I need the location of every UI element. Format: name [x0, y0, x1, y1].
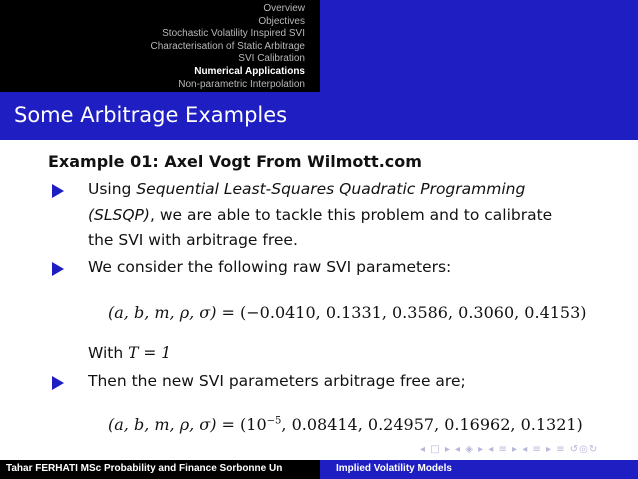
equation2-rhs-rest: , 0.08414, 0.24957, 0.16962, 0.1321) — [281, 415, 583, 434]
bullet1-line1 — [88, 180, 525, 198]
footer-title-panel — [320, 460, 638, 479]
navigation-bar-right-panel — [320, 0, 638, 92]
bullet1-acronym: (SLSQP) — [88, 206, 150, 224]
nav-section-svi-calibration[interactable]: SVI Calibration — [238, 53, 305, 65]
slide-content — [0, 140, 638, 460]
frame-title: Some Arbitrage Examples — [14, 103, 288, 127]
bullet-arrow-icon — [52, 262, 64, 276]
footer-title: Implied Volatility Models — [336, 463, 452, 474]
equation1-rhs: (−0.0410, 0.1331, 0.3586, 0.3060, 0.4153) — [240, 303, 587, 322]
nav-section-objectives[interactable]: Objectives — [258, 15, 305, 27]
bullet2-text: We consider the following raw SVI parameters: — [88, 258, 452, 276]
bullet-arrow-icon — [52, 376, 64, 390]
bullet3-text: Then the new SVI parameters arbitrage free are; — [88, 372, 466, 390]
with-maturity — [88, 344, 171, 362]
nav-section-svi[interactable]: Stochastic Volatility Inspired SVI — [162, 28, 305, 40]
bullet-arrow-icon — [52, 184, 64, 198]
bullet1-line2 — [88, 206, 552, 224]
bullet1-line3: the SVI with arbitrage free. — [88, 231, 298, 249]
equation2-lhs: (a, b, m, ρ, σ) = — [108, 415, 241, 434]
with-label: With — [88, 344, 129, 362]
bullet1-method: Sequential Least-Squares Quadratic Programming — [136, 180, 526, 198]
equation2-rhs-open: (10 — [240, 415, 267, 434]
bullet1-line2-rest: , we are able to tackle this problem and to calibrate — [149, 206, 553, 224]
footer-author-panel — [0, 460, 320, 479]
nav-section-numerical-applications[interactable]: Numerical Applications — [194, 65, 305, 77]
bullet1-prefix: Using — [88, 180, 137, 198]
frame-title-bar — [0, 92, 638, 140]
equation2-exponent: −5 — [266, 415, 282, 427]
footer-bar — [0, 460, 638, 479]
nav-section-non-parametric[interactable]: Non-parametric Interpolation — [178, 78, 305, 90]
nav-section-static-arbitrage[interactable]: Characterisation of Static Arbitrage — [150, 40, 305, 52]
equation-arbitrage-free-params — [108, 415, 583, 434]
footer-author: Tahar FERHATI MSc Probability and Finance Sorbonne Un — [6, 463, 283, 474]
equation1-lhs: (a, b, m, ρ, σ) = — [108, 303, 241, 322]
maturity-value: T = 1 — [128, 344, 172, 362]
example-title: Example 01: Axel Vogt From Wilmott.com — [48, 152, 422, 171]
equation-raw-params — [108, 303, 587, 322]
section-navigation-bar — [0, 0, 638, 92]
beamer-navigation-icons[interactable]: ◂ □ ▸ ◂ ◈ ▸ ◂ ≡ ▸ ◂ ≡ ▸ ≡ ↺◎↻ — [420, 444, 599, 455]
nav-section-overview[interactable]: Overview — [263, 3, 305, 14]
section-list — [0, 3, 305, 91]
